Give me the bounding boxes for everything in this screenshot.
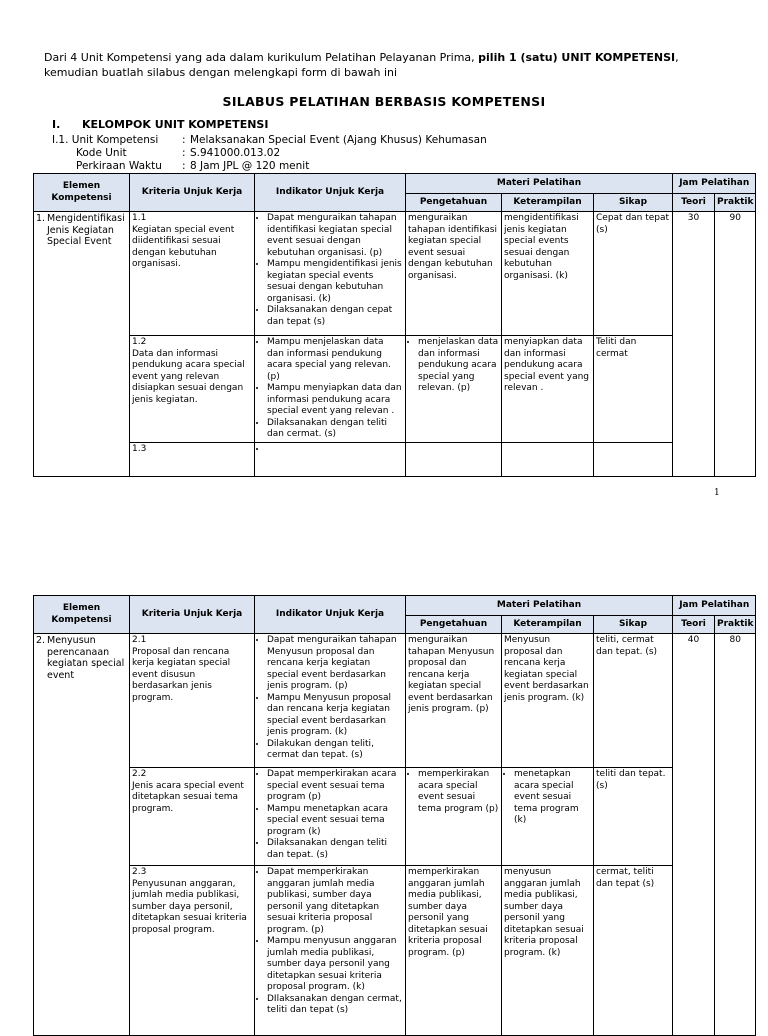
elemen-cell bbox=[34, 634, 130, 1036]
document-title: SILABUS PELATIHAN BERBASIS KOMPETENSI bbox=[222, 94, 546, 109]
keterampilan-cell bbox=[502, 768, 594, 866]
indikator-item: • Mampu menyusun anggaran jumlah media publikasi, sumber daya personil yang ditetapkan sesuai kriteria proposal program. (k) bbox=[267, 936, 403, 994]
indikator-item: • Dilaksanakan dengan teliti dan tepat. (s) bbox=[267, 838, 403, 861]
kuk-number: 1.2 bbox=[132, 337, 147, 347]
header-sikap: Sikap bbox=[594, 194, 673, 212]
kuk-cell bbox=[130, 212, 255, 336]
pengetahuan-cell: menguraikan tahapan identifikasi kegiatan special event sesuai dengan kebutuhan organisasi. bbox=[406, 212, 502, 336]
header-sikap: Sikap bbox=[594, 616, 673, 634]
section-heading bbox=[52, 118, 268, 131]
unit-info-row bbox=[52, 147, 487, 160]
elemen-number: 2. bbox=[36, 635, 46, 646]
instruction-emphasis: pilih 1 (satu) UNIT KOMPETENSI bbox=[478, 51, 676, 64]
sikap-cell: Teliti dan cermat bbox=[594, 336, 673, 443]
kuk-cell bbox=[130, 768, 255, 866]
table-row bbox=[34, 634, 756, 768]
kuk-cell bbox=[130, 634, 255, 768]
indikator-item: • Mampu menyiapkan data dan informasi pendukung acara special event yang relevan . bbox=[267, 383, 403, 418]
pengetahuan-item: • memperkirakan acara special event sesuai tema program (p) bbox=[418, 769, 499, 815]
indikator-cell bbox=[255, 866, 406, 1036]
praktik-cell: 80 bbox=[715, 634, 756, 1036]
indikator-item: • Dapat menguraikan tahapan Menyusun proposal dan rencana kerja kegiatan special event berdasarkan jenis program. (p) bbox=[267, 635, 403, 693]
unit-info bbox=[52, 134, 487, 173]
kuk-number: 1.1 bbox=[132, 213, 147, 223]
keterampilan-cell: menyusun anggaran jumlah media publikasi, sumber daya personil yang ditetapkan sesuai kriteria proposal program. (k) bbox=[502, 866, 594, 1036]
kuk-text: Proposal dan rencana kerja kegiatan special event disusun berdasarkan jenis program. bbox=[132, 646, 231, 703]
sikap-cell: cermat, teliti dan tepat (s) bbox=[594, 866, 673, 1036]
teori-cell: 30 bbox=[673, 212, 715, 477]
header-indikator: Indikator Unjuk Kerja bbox=[255, 174, 406, 212]
indikator-item: • DIlaksanakan dengan cermat, teliti dan tepat (s) bbox=[267, 994, 403, 1017]
info-value: 8 Jam JPL @ 120 menit bbox=[190, 160, 310, 172]
table-row bbox=[34, 212, 756, 336]
pengetahuan-item: • menjelaskan data dan informasi pendukung acara special yang relevan. (p) bbox=[418, 337, 499, 395]
kuk-text: Kegiatan special event diidentifikasi sesuai dengan kebutuhan organisasi. bbox=[132, 224, 235, 269]
header-kuk: Kriteria Unjuk Kerja bbox=[130, 174, 255, 212]
header-praktik: Praktik bbox=[715, 616, 756, 634]
kuk-cell bbox=[130, 866, 255, 1036]
keterampilan-cell bbox=[502, 442, 594, 476]
indikator-cell bbox=[255, 442, 406, 476]
header-keterampilan: Keterampilan bbox=[502, 616, 594, 634]
info-value: Melaksanakan Special Event (Ajang Khusus) Kehumasan bbox=[190, 134, 487, 146]
indikator-cell bbox=[255, 212, 406, 336]
header-materi: Materi Pelatihan bbox=[406, 174, 673, 194]
header-elemen: Elemen Kompetensi bbox=[34, 596, 130, 634]
header-praktik: Praktik bbox=[715, 194, 756, 212]
indikator-item: • Mampu Menyusun proposal dan rencana kerja kegiatan special event berdasarkan jenis program. (k) bbox=[267, 693, 403, 739]
table-row bbox=[34, 336, 756, 443]
sikap-cell: teliti, cermat dan tepat. (s) bbox=[594, 634, 673, 768]
info-key: Perkiraan Waktu bbox=[76, 160, 162, 172]
kuk-text: Data dan informasi pendukung acara special event yang relevan disiapkan sesuai dengan jenis kegiatan. bbox=[132, 348, 245, 405]
header-materi: Materi Pelatihan bbox=[406, 596, 673, 616]
indikator-item: • Mampu mengidentifikasi jenis kegiatan special events sesuai dengan kebutuhan organisasi. (k) bbox=[267, 259, 403, 305]
elemen-text: Menyusun perencanaan kegiatan special event bbox=[47, 635, 125, 681]
table-row bbox=[34, 866, 756, 1036]
kuk-text: Jenis acara special event ditetapkan sesuai tema program. bbox=[132, 780, 244, 814]
sikap-cell bbox=[594, 442, 673, 476]
pengetahuan-cell: menguraikan tahapan Menyusun proposal dan rencana kerja kegiatan special event berdasarkan jenis program. (p) bbox=[406, 634, 502, 768]
keterampilan-item: • menetapkan acara special event sesuai tema program (k) bbox=[514, 769, 591, 827]
header-kuk: Kriteria Unjuk Kerja bbox=[130, 596, 255, 634]
header-teori: Teori bbox=[673, 194, 715, 212]
info-colon: : bbox=[182, 160, 186, 172]
info-colon: : bbox=[182, 147, 186, 159]
keterampilan-cell: mengidentifikasi jenis kegiatan special events sesuai dengan kebutuhan organisasi. (k) bbox=[502, 212, 594, 336]
elemen-number: 1. bbox=[36, 213, 46, 224]
indikator-item: • Dilaksanakan dengan cepat dan tepat (s) bbox=[267, 305, 403, 328]
indikator-item: • Dapat memperkirakan acara special event sesuai tema program (p) bbox=[267, 769, 403, 804]
kuk-number: 2.3 bbox=[132, 867, 147, 877]
info-key: Kode Unit bbox=[76, 147, 127, 159]
indikator-item: • Mampu menjelaskan data dan informasi pendukung acara special yang relevan. (p) bbox=[267, 337, 403, 383]
indikator-item: • Dilakukan dengan teliti, cermat dan tepat. (s) bbox=[267, 739, 403, 762]
indikator-item: • Mampu menetapkan acara special event sesuai tema program (k) bbox=[267, 804, 403, 839]
indikator-item: • Dapat menguraikan tahapan identifikasi kegiatan special event sesuai dengan kebutuhan organisasi. (p) bbox=[267, 213, 403, 259]
sikap-cell: teliti dan tepat. (s) bbox=[594, 768, 673, 866]
keterampilan-cell: Menyusun proposal dan rencana kerja kegiatan special event berdasarkan jenis program. (k) bbox=[502, 634, 594, 768]
teori-cell: 40 bbox=[673, 634, 715, 1036]
header-keterampilan: Keterampilan bbox=[502, 194, 594, 212]
header-jam: Jam Pelatihan bbox=[673, 174, 756, 194]
header-pengetahuan: Pengetahuan bbox=[406, 616, 502, 634]
header-indikator: Indikator Unjuk Kerja bbox=[255, 596, 406, 634]
table-row bbox=[34, 768, 756, 866]
kuk-number: 2.2 bbox=[132, 769, 147, 779]
instruction-part: Dari 4 Unit Kompetensi yang ada dalam kurikulum Pelatihan Pelayanan Prima, bbox=[44, 51, 479, 64]
indikator-item: • Dapat memperkirakan anggaran jumlah media publikasi, sumber daya personil yang ditetapkan sesuai kriteria proposal program. (p) bbox=[267, 867, 403, 936]
header-jam: Jam Pelatihan bbox=[673, 596, 756, 616]
page-number: 1 bbox=[714, 488, 720, 498]
instruction-text bbox=[44, 50, 724, 80]
info-key: I.1. Unit Kompetensi bbox=[52, 134, 159, 146]
indikator-cell bbox=[255, 634, 406, 768]
kuk-cell bbox=[130, 442, 255, 476]
keterampilan-cell: menyiapkan data dan informasi pendukung acara special event yang relevan . bbox=[502, 336, 594, 443]
elemen-cell bbox=[34, 212, 130, 477]
kuk-number: 1.3 bbox=[132, 443, 147, 454]
kuk-cell bbox=[130, 336, 255, 443]
info-value: S.941000.013.02 bbox=[190, 147, 281, 159]
praktik-cell: 90 bbox=[715, 212, 756, 477]
indikator-item: • Dilaksanakan dengan teliti dan cermat. (s) bbox=[267, 418, 403, 441]
kuk-text: Penyusunan anggaran, jumlah media publikasi, sumber daya personil, ditetapkan sesuai kriteria proposal program. bbox=[132, 878, 247, 935]
section-number: I. bbox=[52, 118, 61, 131]
indikator-cell bbox=[255, 768, 406, 866]
syllabus-table-2 bbox=[33, 595, 756, 1036]
header-elemen: Elemen Kompetensi bbox=[34, 174, 130, 212]
header-pengetahuan: Pengetahuan bbox=[406, 194, 502, 212]
instruction-part: , kemudian buatlah silabus dengan melengkapi form di bawah ini bbox=[44, 51, 679, 79]
section-label: KELOMPOK UNIT KOMPETENSI bbox=[82, 118, 269, 131]
table-row bbox=[34, 442, 756, 476]
indikator-item bbox=[267, 444, 403, 456]
pengetahuan-cell bbox=[406, 336, 502, 443]
elemen-text: Mengidentifikasi Jenis Kegiatan Special Event bbox=[47, 213, 125, 247]
unit-info-row bbox=[52, 160, 487, 173]
pengetahuan-cell: memperkirakan anggaran jumlah media publikasi, sumber daya personil yang ditetapkan sesuai kriteria proposal program. (p) bbox=[406, 866, 502, 1036]
pengetahuan-cell bbox=[406, 442, 502, 476]
pengetahuan-cell bbox=[406, 768, 502, 866]
kuk-number: 2.1 bbox=[132, 635, 147, 645]
sikap-cell: Cepat dan tepat (s) bbox=[594, 212, 673, 336]
syllabus-table-1 bbox=[33, 173, 756, 477]
header-teori: Teori bbox=[673, 616, 715, 634]
indikator-cell bbox=[255, 336, 406, 443]
unit-info-row bbox=[52, 134, 487, 147]
info-colon: : bbox=[182, 134, 186, 146]
